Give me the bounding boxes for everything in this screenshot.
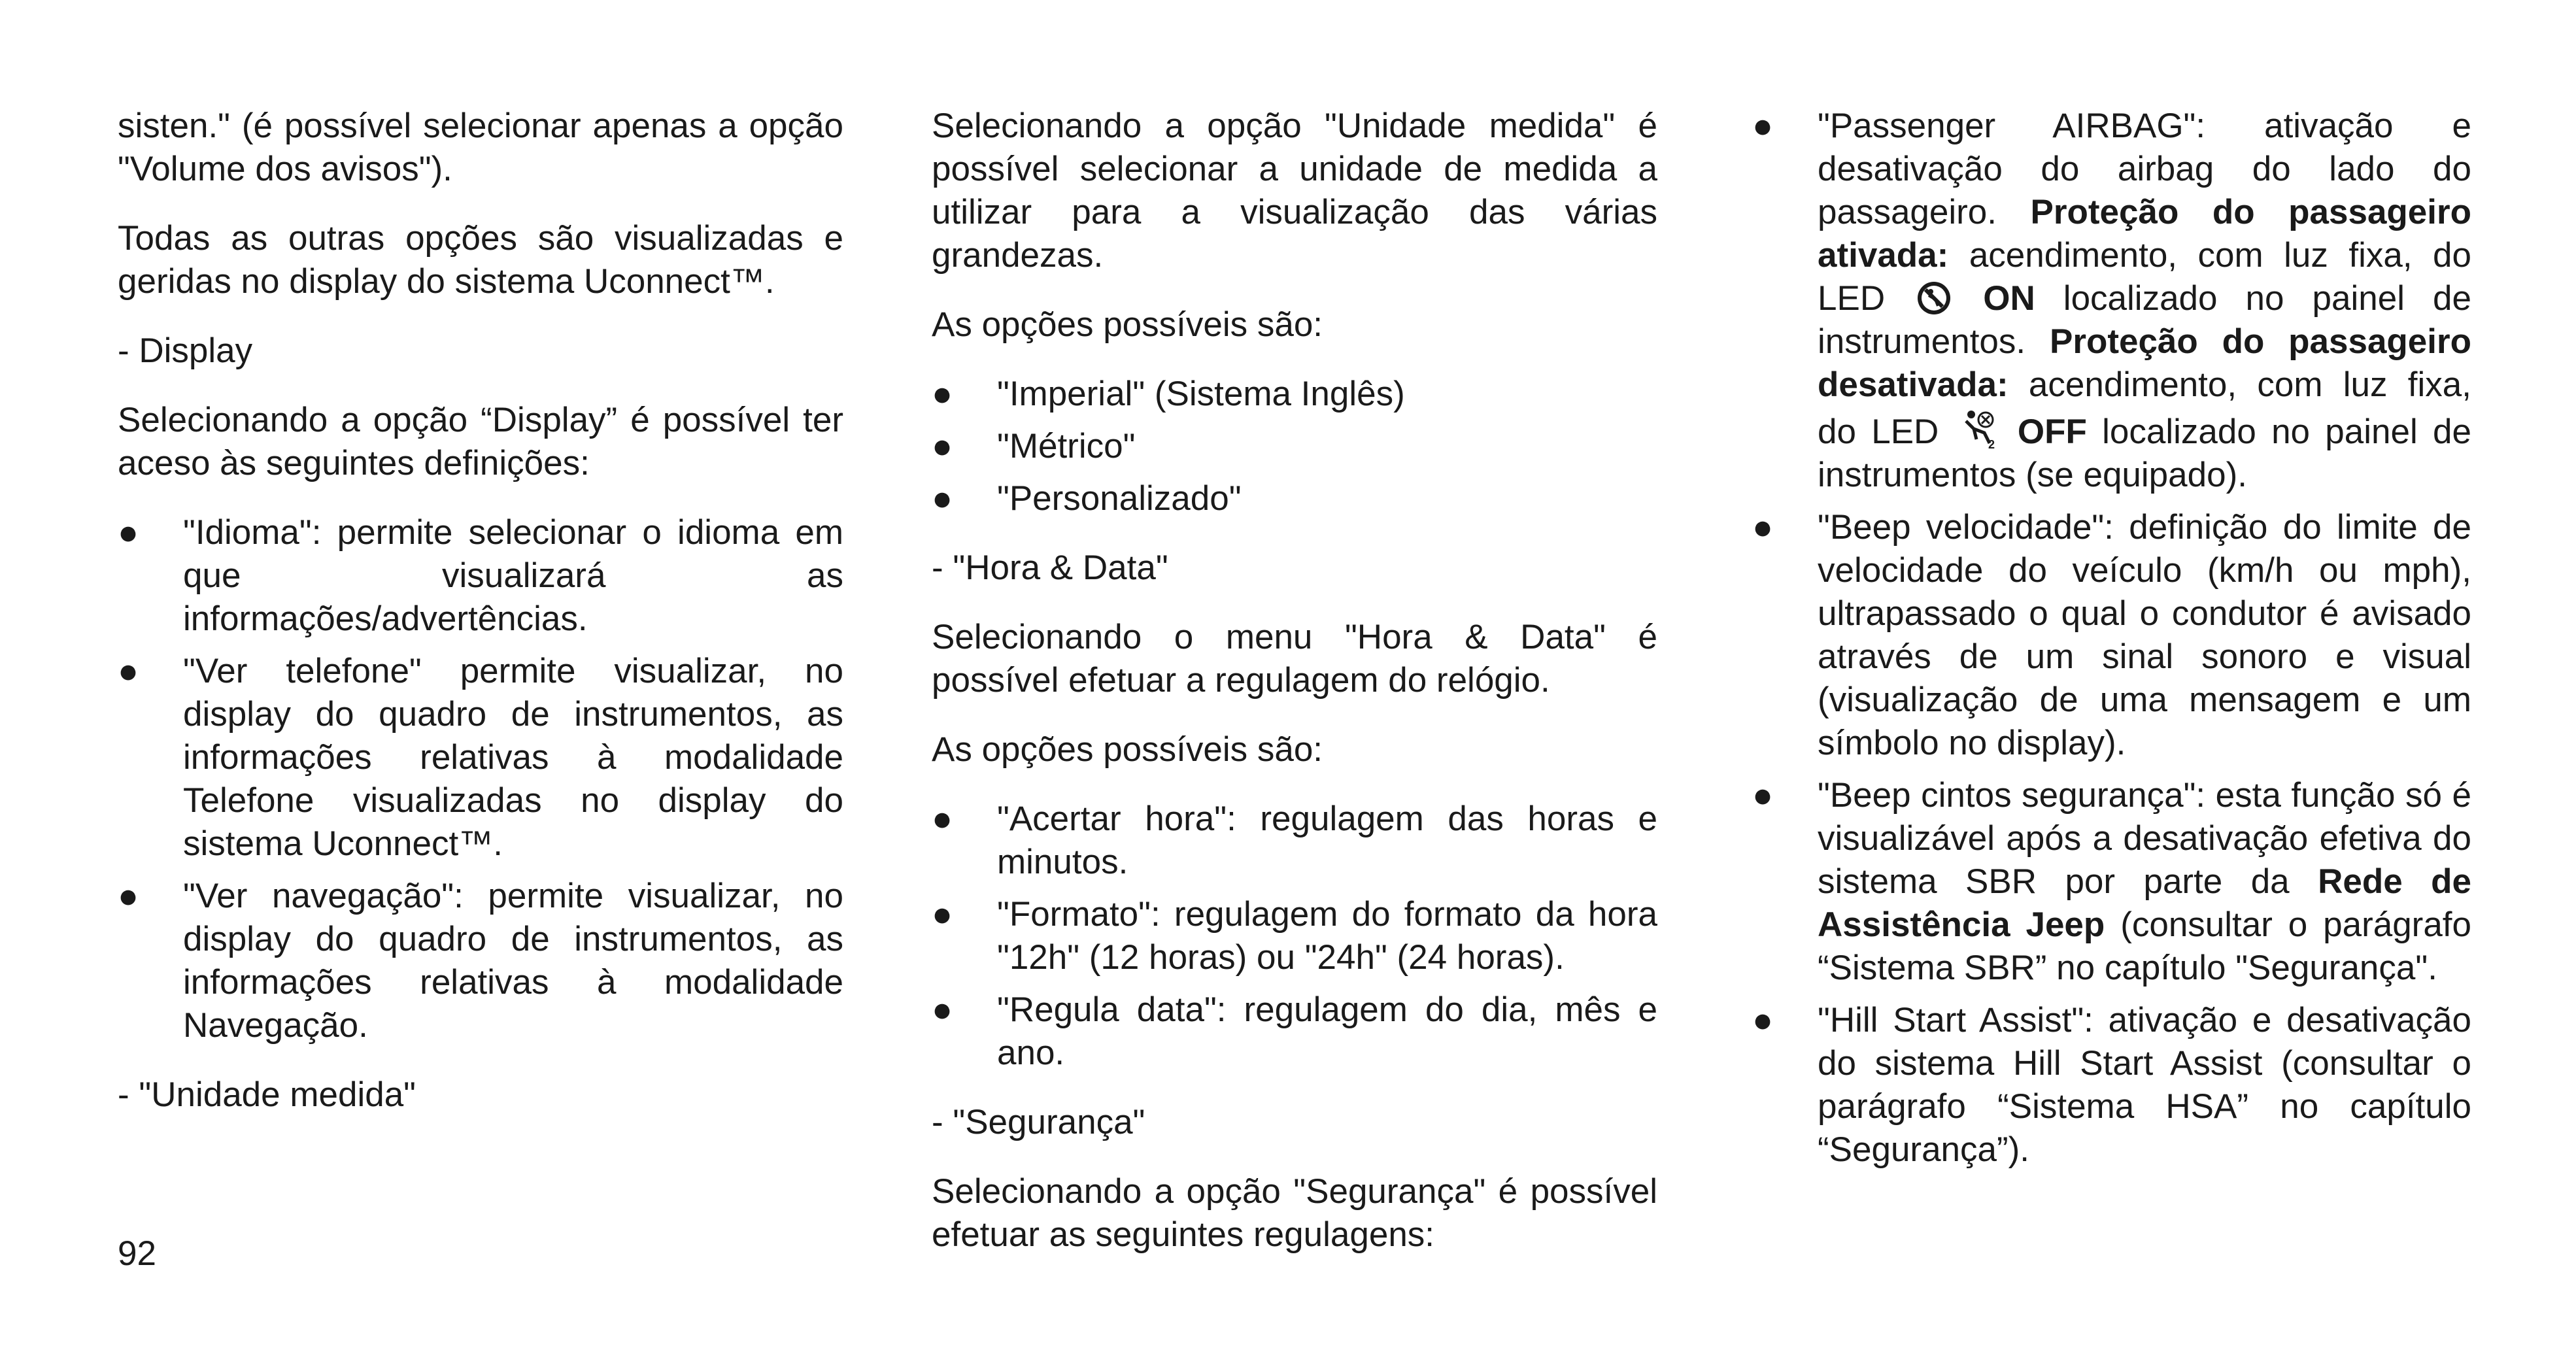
- bullet-icon: ●: [1752, 107, 1774, 145]
- bullet-icon: ●: [1752, 1001, 1774, 1039]
- list-item-text: "Regula data": regulagem do dia, mês e ano.: [997, 990, 1657, 1072]
- paragraph: sisten." (é possível selecionar apenas a opção "Volume dos avisos").: [118, 107, 843, 188]
- airbag-off-icon: [1957, 407, 2000, 450]
- svg-text:2: 2: [1988, 438, 1995, 450]
- unit-options-list: [932, 373, 1657, 520]
- bullet-icon: ●: [932, 479, 953, 518]
- list-item-text: "Personalizado": [997, 479, 1242, 518]
- list-item-text: "Ver telefone" permite visualizar, no display do quadro de instrumentos, as informações relativas à modalidade Telefone visualizadas no display do sistema Uconnect™.: [183, 652, 843, 863]
- list-item-beep-velocidade: ● "Beep velocidade": definição do limite de velocidade do veículo (km/h ou mph), ultrapassado o qual o condutor é avisado através de um sinal sonoro e visual (visualização de uma mensagem e um símbolo no display).: [1752, 506, 2471, 765]
- list-item: [932, 373, 1657, 416]
- bullet-icon: ●: [932, 427, 953, 465]
- bullet-icon: ●: [1752, 508, 1774, 547]
- bullet-icon: ●: [118, 652, 139, 690]
- list-item: [932, 893, 1657, 979]
- section-heading-display: - Display: [118, 331, 253, 370]
- bullet-icon: ●: [118, 513, 139, 552]
- list-item-text: "Métrico": [997, 427, 1136, 465]
- list-item-text: "Formato": regulagem do formato da hora "12h" (12 horas) ou "24h" (24 horas).: [997, 895, 1657, 977]
- list-item-hill-start: ● "Hill Start Assist": ativação e desativação do sistema Hill Start Assist (consultar o parágrafo “Sistema HSA” no capítulo “Segurança”).: [1752, 999, 2471, 1172]
- section-heading-seguranca: - "Segurança": [932, 1103, 1145, 1141]
- paragraph: As opções possíveis são:: [932, 305, 1323, 344]
- paragraph: Selecionando o menu "Hora & Data" é possível efetuar a regulagem do relógio.: [932, 618, 1657, 700]
- list-item-passenger-airbag: ● "Passenger AIRBAG": ativação e desativação do airbag do lado do passageiro. Proteção do passageiro ativada: acendimento, com luz fixa, do LED ON localizado no painel de instrumentos. Proteção do passageiro desativada: acendimento, com luz fixa, do LED 2 OFF localizado no painel de instrumentos (se equipado).: [1752, 105, 2471, 497]
- list-item: [118, 650, 843, 866]
- list-item: [932, 425, 1657, 468]
- paragraph: Selecionando a opção "Unidade medida" é possível selecionar a unidade de medida a utilizar para a visualização das várias grandezas.: [932, 107, 1657, 275]
- page-number: 92: [118, 1234, 156, 1273]
- paragraph: Selecionando a opção “Display” é possível ter aceso às seguintes definições:: [118, 401, 843, 482]
- list-item: [932, 988, 1657, 1075]
- paragraph: Todas as outras opções são visualizadas e geridas no display do sistema Uconnect™.: [118, 219, 843, 301]
- bullet-icon: ●: [932, 990, 953, 1029]
- security-options-list: [1752, 105, 2471, 1172]
- column-right: [1752, 105, 2471, 1198]
- section-heading-hora: - "Hora & Data": [932, 548, 1168, 587]
- display-options-list: [118, 511, 843, 1047]
- column-middle: [932, 105, 1657, 1283]
- airbag-on-icon: [1916, 280, 1952, 316]
- paragraph: As opções possíveis são:: [932, 730, 1323, 769]
- bullet-icon: ●: [118, 877, 139, 915]
- list-item: [118, 511, 843, 641]
- list-item-text: "Idioma": permite selecionar o idioma em que visualizará as informações/advertências.: [183, 513, 843, 638]
- bullet-icon: ●: [932, 800, 953, 838]
- section-heading-unidade: - "Unidade medida": [118, 1075, 416, 1114]
- time-options-list: [932, 798, 1657, 1075]
- list-item: [932, 477, 1657, 520]
- list-item-beep-cintos: ● "Beep cintos segurança": esta função só é visualizável após a desativação efetiva do sistema SBR por parte da Rede de Assistência Jeep (consultar o parágrafo “Sistema SBR” no capítulo "Segurança".: [1752, 774, 2471, 990]
- list-item-text: "Ver navegação": permite visualizar, no display do quadro de instrumentos, as informações relativas à modalidade Navegação.: [183, 877, 843, 1045]
- paragraph: Selecionando a opção "Segurança" é possível efetuar as seguintes regulagens:: [932, 1172, 1657, 1254]
- list-item: [118, 875, 843, 1047]
- bullet-icon: ●: [932, 375, 953, 413]
- bullet-icon: ●: [932, 895, 953, 934]
- list-item: [932, 798, 1657, 884]
- list-item-text: "Acertar hora": regulagem das horas e minutos.: [997, 800, 1657, 881]
- bullet-icon: ●: [1752, 776, 1774, 815]
- list-item-text: "Imperial" (Sistema Inglês): [997, 375, 1405, 413]
- column-left: [118, 105, 843, 1143]
